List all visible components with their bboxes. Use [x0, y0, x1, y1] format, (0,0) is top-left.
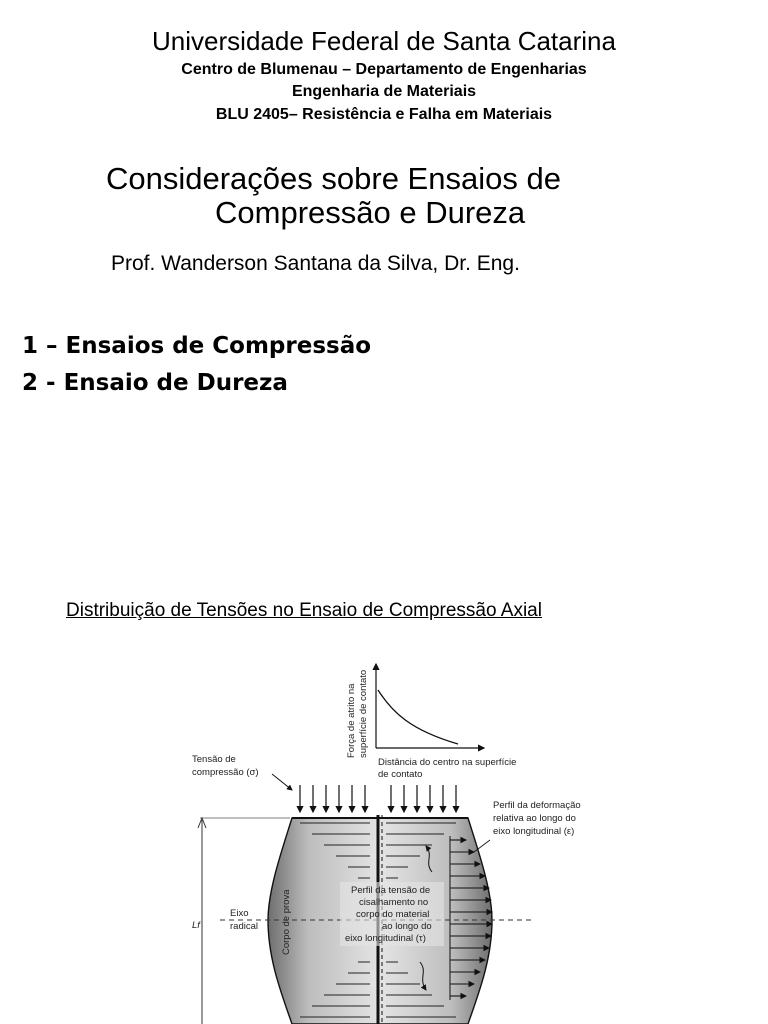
radial-axis-label-1: Eixo: [230, 908, 249, 919]
department-line: Centro de Blumenau – Departamento de Engenharias: [181, 61, 587, 78]
distance-axis-label-2: de contato: [378, 769, 423, 780]
strain-label-3: eixo longitudinal (ε): [493, 826, 575, 837]
document-title-line1: Considerações sobre Ensaios de: [106, 161, 561, 196]
shear-label-3: corpo do material: [356, 909, 430, 920]
stress-label-2: compressão (σ): [192, 767, 259, 778]
topic-item-1: 1 – Ensaios de Compressão: [22, 333, 372, 359]
compression-stress-diagram: [0, 640, 768, 1024]
shear-label-5: eixo longitudinal (τ): [345, 933, 426, 944]
document-title-line2: Compressão e Dureza: [215, 195, 526, 230]
shear-label-1: Perfil da tensão de: [351, 885, 431, 896]
discipline-line: BLU 2405– Resistência e Falha em Materiais: [215, 106, 553, 123]
radial-axis-label-2: radical: [230, 921, 258, 932]
strain-label-2: relativa ao longo do: [493, 813, 576, 824]
stress-label-1: Tensão de: [192, 754, 236, 765]
author-name: Prof. Wanderson Santana da Silva, Dr. Eng.: [111, 252, 520, 275]
university-name: Universidade Federal de Santa Catarina: [152, 26, 616, 56]
figure-title: Distribuição de Tensões no Ensaio de Compressão Axial: [66, 600, 542, 621]
course-line: Engenharia de Materiais: [291, 83, 477, 100]
compression-arrows: [300, 785, 456, 812]
specimen-label: Corpo de prova: [281, 889, 292, 955]
friction-graph: [346, 664, 516, 780]
friction-axis-label-2: superfície de contato: [358, 669, 369, 758]
topic-item-2: 2 - Ensaio de Dureza: [22, 370, 288, 396]
shear-label-2: cisalhamento no: [359, 897, 429, 908]
distance-axis-label-1: Distância do centro na superfície: [378, 757, 517, 768]
shear-label-4: ao longo do: [382, 921, 432, 932]
friction-axis-label-1: Força de atrito na: [346, 683, 357, 758]
strain-label-1: Perfil da deformação: [493, 800, 581, 811]
length-label: Lf: [192, 920, 200, 931]
